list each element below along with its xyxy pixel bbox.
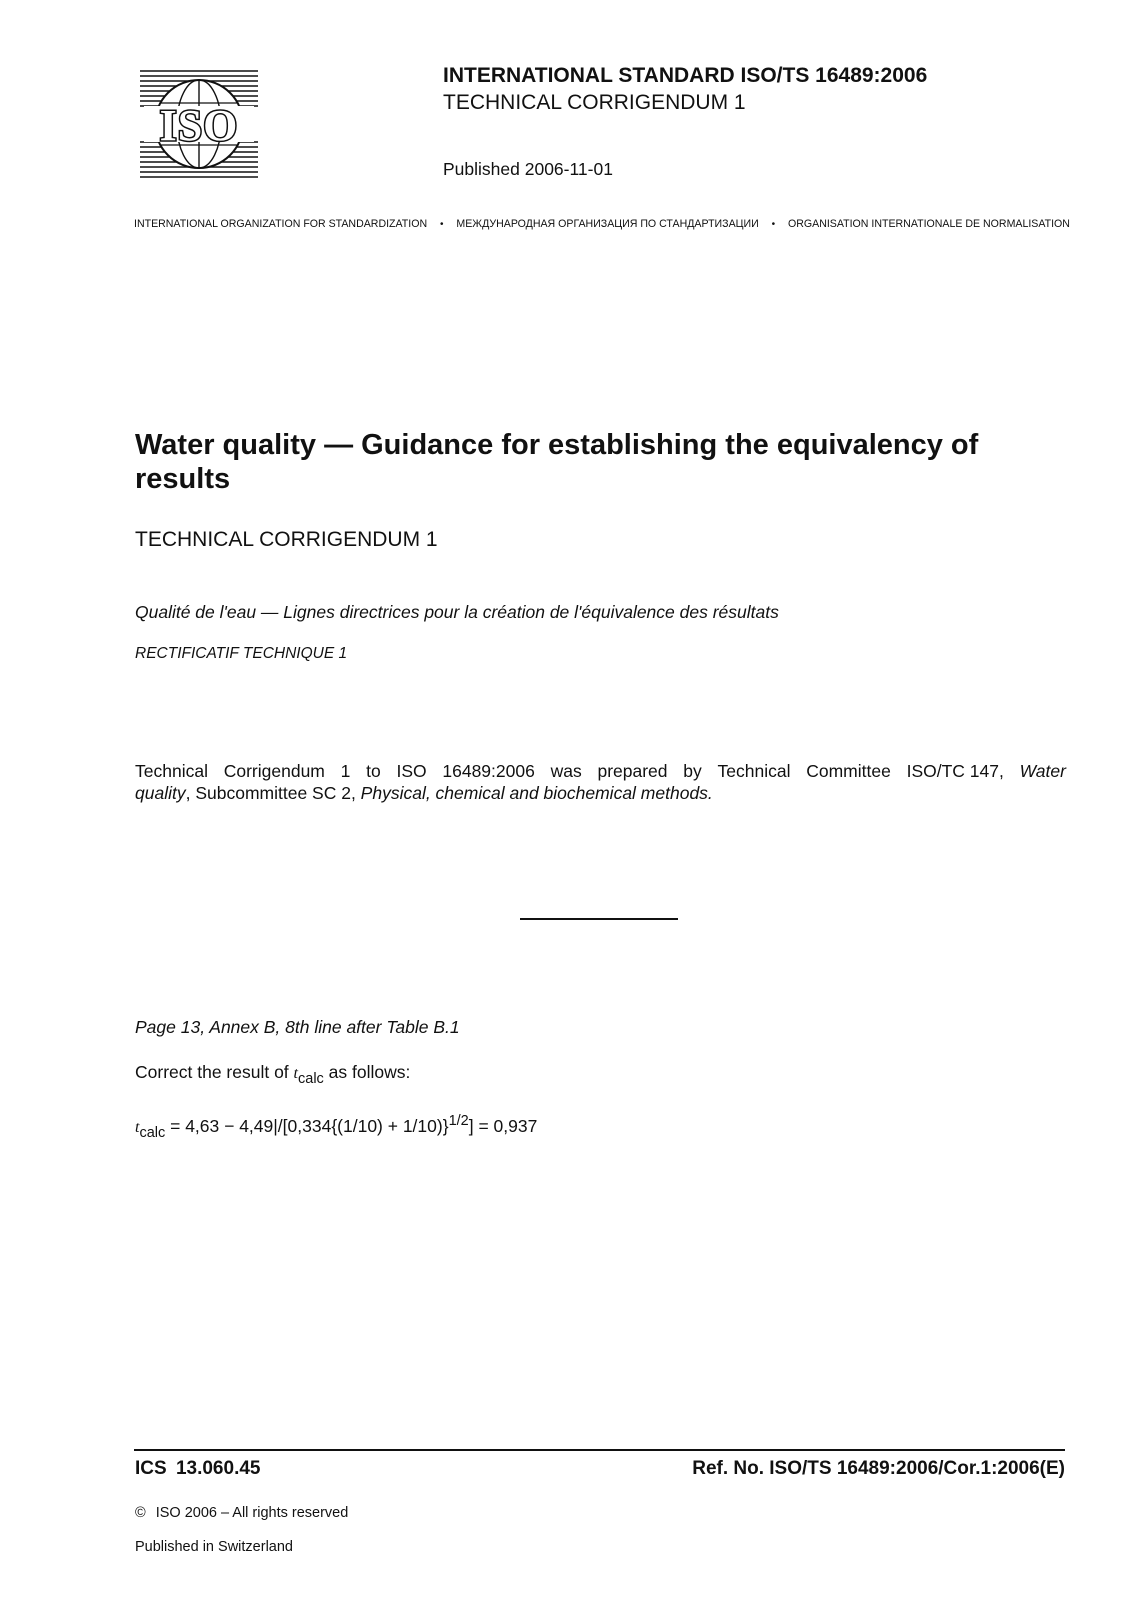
prep-word: by — [683, 761, 702, 781]
formula-result: ] = 0,937 — [468, 1116, 538, 1136]
prep-word: to — [366, 761, 381, 781]
instruction-suffix: as follows: — [323, 1062, 411, 1082]
org-name-english: INTERNATIONAL ORGANIZATION FOR STANDARDIZATION — [134, 218, 428, 230]
published-date: Published 2006-11-01 — [443, 159, 613, 179]
correction-instruction — [135, 1062, 410, 1087]
formula-subscript: calc — [139, 1125, 166, 1141]
published-in: Published in Switzerland — [135, 1539, 293, 1555]
iso-logo-letters: ISO — [159, 101, 239, 150]
footer-rule — [134, 1449, 1065, 1451]
copyright-text: ISO 2006 – All rights reserved — [155, 1505, 349, 1521]
subcommittee-label: , Subcommittee SC 2, — [185, 783, 361, 803]
preparation-paragraph — [135, 760, 1066, 804]
iso-logo-graphic — [140, 69, 258, 179]
committee-name-part-1: Water — [1019, 761, 1066, 781]
org-name-russian: МЕЖДУНАРОДНАЯ ОРГАНИЗАЦИЯ ПО СТАНДАРТИЗАЦИИ — [456, 218, 759, 230]
iso-logo — [140, 69, 258, 179]
french-subtitle: RECTIFICATIF TECHNIQUE 1 — [135, 645, 348, 662]
prep-word: 16489:2006 — [442, 761, 535, 781]
reference-number: Ref. No. ISO/TS 16489:2006/Cor.1:2006(E) — [692, 1458, 1065, 1479]
copyright-icon: © — [135, 1505, 146, 1521]
document-subtitle: TECHNICAL CORRIGENDUM 1 — [135, 528, 438, 551]
formula-superscript: 1/2 — [448, 1113, 469, 1129]
prep-word: ISO/TC 147, — [906, 761, 1004, 781]
preparation-line-2 — [135, 782, 1066, 804]
organization-names — [134, 218, 1070, 230]
subcommittee-name: Physical, chemical and biochemical methods. — [360, 783, 713, 803]
prep-word: prepared — [597, 761, 668, 781]
formula-variable: t — [135, 1119, 140, 1136]
formula-main: = 4,63 − 4,49|/[0,334{(1/10) + 1/10)} — [165, 1116, 449, 1136]
instruction-variable: t — [293, 1065, 298, 1082]
org-name-french: ORGANISATION INTERNATIONALE DE NORMALISATION — [788, 218, 1070, 230]
preparation-line-1 — [135, 760, 1066, 782]
committee-name-part-2: quality — [135, 783, 186, 803]
french-title: Qualité de l'eau — Lignes directrices pour la création de l'équivalence des résultats — [135, 602, 779, 622]
prep-word: Committee — [806, 761, 891, 781]
separator-bullet: • — [771, 218, 776, 230]
prep-word: Corrigendum — [223, 761, 325, 781]
prep-word: Technical — [135, 761, 208, 781]
instruction-prefix: Correct the result of — [135, 1062, 294, 1082]
copyright-notice — [135, 1505, 348, 1521]
standard-title: INTERNATIONAL STANDARD ISO/TS 16489:2006 — [443, 64, 928, 87]
correction-formula — [135, 1113, 537, 1141]
separator-bullet: • — [440, 218, 444, 230]
section-divider — [520, 918, 678, 920]
prep-word: ISO — [396, 761, 427, 781]
page-reference: Page 13, Annex B, 8th line after Table B.1 — [135, 1017, 460, 1037]
document-title: Water quality — Guidance for establishing the equivalency of results — [135, 429, 979, 495]
prep-word: was — [550, 761, 582, 781]
instruction-subscript: calc — [298, 1071, 324, 1087]
ics-code: ICS 13.060.45 — [135, 1458, 261, 1479]
prep-word: 1 — [340, 761, 351, 781]
prep-word: Technical — [717, 761, 791, 781]
standard-subtitle: TECHNICAL CORRIGENDUM 1 — [443, 91, 746, 114]
